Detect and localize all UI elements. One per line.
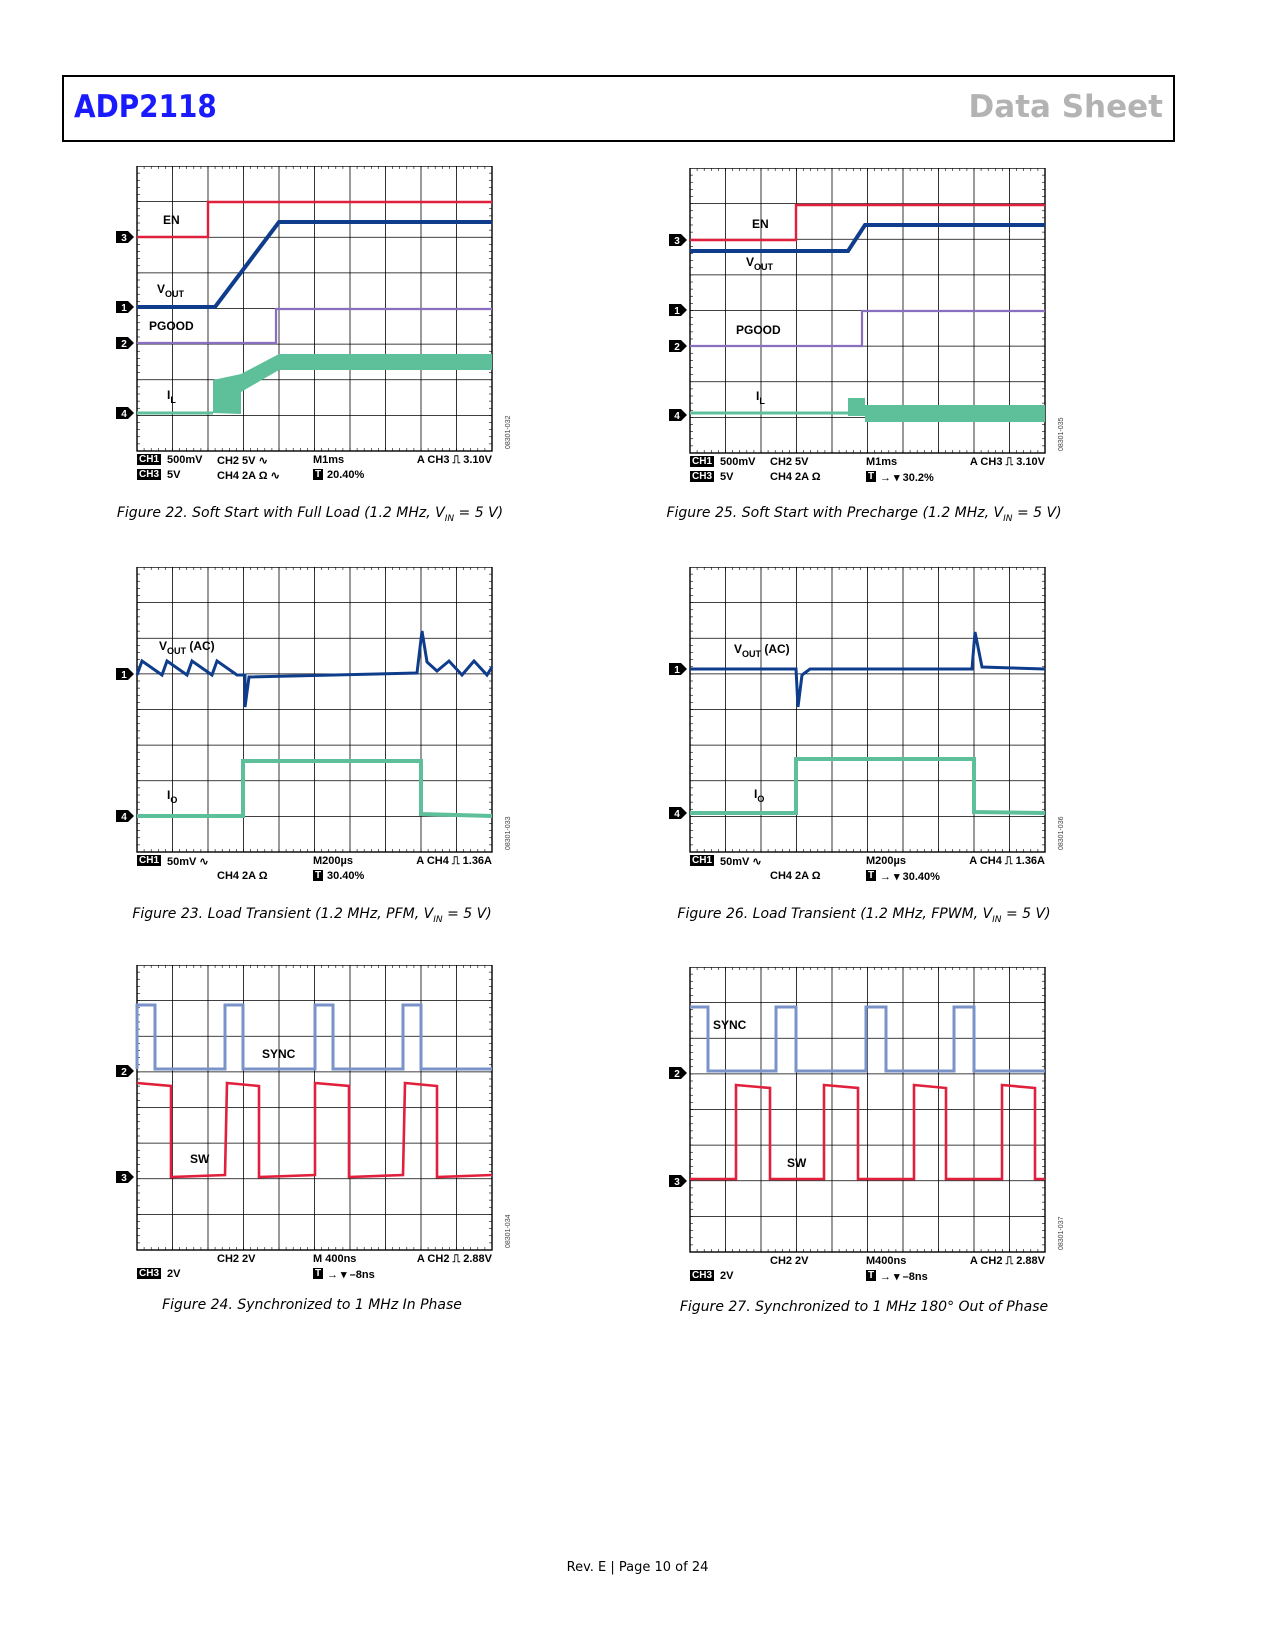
scope-figure-fig22 <box>112 166 517 491</box>
status-row2-3: T <box>868 471 875 482</box>
channel-marker-label: 3 <box>674 236 680 247</box>
status-row2-4: → ▾ 30.2% <box>880 472 934 484</box>
status-row2-3: T <box>315 1268 322 1279</box>
status-row2-0: CH3 <box>692 471 713 482</box>
status-row2-0: CH3 <box>692 1270 713 1281</box>
channel-marker-label: 4 <box>121 812 127 823</box>
status-row1-1: 50mV ∿ <box>720 856 762 868</box>
scope-status <box>690 1255 1045 1287</box>
page-footer: Rev. E | Page 10 of 24 <box>566 1560 709 1575</box>
status-row2-3: T <box>868 870 875 881</box>
channel-marker <box>669 409 687 422</box>
status-row1-4: A CH3 ⎍ 3.10V <box>416 454 492 466</box>
figure-caption: Figure 26. Load Transient (1.2 MHz, FPWM, $V_{IN} = 5$ V) <box>677 906 1051 925</box>
channel-marker-label: 2 <box>121 1067 127 1078</box>
channel-marker-label: 3 <box>674 1177 680 1188</box>
channel-marker <box>116 1171 134 1184</box>
status-row1-0: CH1 <box>692 855 713 866</box>
figure-code: 08301-032 <box>505 415 512 449</box>
channel-marker <box>116 337 134 350</box>
trace-label-sync: SYNC <box>713 1018 747 1032</box>
figure-caption: Figure 24. Synchronized to 1 MHz In Phase <box>162 1297 462 1313</box>
channel-marker-label: 1 <box>121 303 127 314</box>
scope-status <box>137 855 492 887</box>
status-row2-2: CH4 2A Ω <box>770 471 821 483</box>
channel-marker <box>669 1067 687 1080</box>
scope-screen <box>665 967 1070 1292</box>
trace-label-pgood: PGOOD <box>149 319 194 333</box>
channel-marker <box>669 663 687 676</box>
trace-label-sync: SYNC <box>262 1047 296 1061</box>
status-row1-3: M400ns <box>866 1255 907 1267</box>
figure-code: 08301-036 <box>1058 816 1065 850</box>
channel-marker <box>116 668 134 681</box>
scope-figure-fig24 <box>112 965 517 1290</box>
scope-screen <box>112 166 517 491</box>
trace-label-il: $I_L$ <box>756 389 765 406</box>
status-row1-2: CH2 2V <box>217 1253 256 1265</box>
status-row1-0: CH1 <box>139 855 160 866</box>
trace-label-en: EN <box>163 213 180 227</box>
channel-marker <box>669 807 687 820</box>
status-row2-2: CH4 2A Ω <box>770 870 821 882</box>
trace-label-il: $I_L$ <box>167 388 176 405</box>
status-row1-4: A CH2 ⎍ 2.88V <box>416 1253 492 1265</box>
status-row2-3: T <box>315 469 322 480</box>
status-row2-0: CH3 <box>139 1268 160 1279</box>
status-row1-3: M200µs <box>313 855 353 867</box>
status-row2-4: → ▾ 30.40% <box>880 871 940 883</box>
trace-label-sw: SW <box>190 1152 210 1166</box>
status-row2-3: T <box>315 870 322 881</box>
status-row1-0: CH1 <box>139 454 160 465</box>
status-row1-4: A CH4 ⎍ 1.36A <box>416 855 492 867</box>
status-row1-2: CH2 2V <box>770 1255 809 1267</box>
channel-marker-label: 1 <box>121 670 127 681</box>
status-row2-1: 2V <box>167 1268 181 1280</box>
status-row1-0: CH1 <box>692 456 713 467</box>
scope-figure-fig25 <box>665 168 1070 493</box>
page-header <box>62 75 1175 142</box>
channel-marker-label: 2 <box>674 342 680 353</box>
trace-label-vout: $V_{OUT}$ (AC) <box>734 642 790 659</box>
trace-label-vout: $V_{OUT}$ <box>746 255 774 272</box>
status-row2-2: CH4 2A Ω ∿ <box>217 470 280 482</box>
status-row2-3: T <box>868 1270 875 1281</box>
status-row1-3: M 400ns <box>313 1253 357 1265</box>
channel-marker <box>669 340 687 353</box>
status-row2-4: 30.40% <box>327 870 365 882</box>
scope-status <box>137 1253 492 1285</box>
scope-screen <box>112 567 517 892</box>
figure-code: 08301-034 <box>505 1214 512 1248</box>
channel-marker-label: 1 <box>674 665 680 676</box>
channel-marker-label: 4 <box>674 809 680 820</box>
status-row1-3: M1ms <box>866 456 898 468</box>
channel-marker <box>669 234 687 247</box>
channel-marker-label: 1 <box>674 306 680 317</box>
scope-figure-fig27 <box>665 967 1070 1292</box>
status-row1-3: M1ms <box>313 454 345 466</box>
scope-screen <box>665 567 1070 892</box>
status-row1-4: A CH2 ⎍ 2.88V <box>969 1255 1045 1267</box>
figure-caption: Figure 23. Load Transient (1.2 MHz, PFM, $V_{IN} = 5$ V) <box>132 906 492 925</box>
scope-status <box>690 456 1045 488</box>
channel-marker <box>116 1065 134 1078</box>
status-row1-3: M200µs <box>866 855 906 867</box>
status-row2-0: CH3 <box>139 469 160 480</box>
channel-marker <box>116 231 134 244</box>
scope-screen <box>112 965 517 1290</box>
channel-marker-label: 3 <box>121 233 127 244</box>
trace-label-vout: $V_{OUT}$ (AC) <box>159 639 215 656</box>
trace-label-sw: SW <box>787 1156 807 1170</box>
figure-code: 08301-037 <box>1058 1216 1065 1250</box>
channel-marker-label: 2 <box>674 1069 680 1080</box>
channel-marker-label: 2 <box>121 339 127 350</box>
status-row1-2: CH2 5V <box>770 456 809 468</box>
status-row1-4: A CH4 ⎍ 1.36A <box>969 855 1045 867</box>
status-row1-1: 500mV <box>720 456 756 468</box>
status-row1-4: A CH3 ⎍ 3.10V <box>969 456 1045 468</box>
status-row1-2: CH2 5V ∿ <box>217 455 268 467</box>
status-row2-4: → ▾ –8ns <box>880 1271 928 1283</box>
figure-caption: Figure 27. Synchronized to 1 MHz 180° Out of Phase <box>679 1299 1049 1315</box>
channel-marker <box>669 304 687 317</box>
scope-figure-fig26 <box>665 567 1070 892</box>
scope-status <box>137 454 492 486</box>
scope-figure-fig23 <box>112 567 517 892</box>
figure-code: 08301-033 <box>505 816 512 850</box>
status-row2-4: 20.40% <box>327 469 365 481</box>
trace-label-io: $I_O$ <box>754 787 765 804</box>
trace-label-vout: $V_{OUT}$ <box>157 282 185 299</box>
status-row1-1: 500mV <box>167 454 203 466</box>
figure-caption: Figure 22. Soft Start with Full Load (1.2 MHz, $V_{IN} = 5$ V) <box>116 505 504 524</box>
channel-marker <box>669 1175 687 1188</box>
status-row1-1: 50mV ∿ <box>167 856 209 868</box>
scope-screen <box>665 168 1070 493</box>
scope-status <box>690 855 1045 887</box>
channel-marker <box>116 810 134 823</box>
channel-marker-label: 4 <box>121 409 127 420</box>
status-row2-2: CH4 2A Ω <box>217 870 268 882</box>
trace-label-io: $I_O$ <box>167 788 178 805</box>
channel-marker-label: 4 <box>674 411 680 422</box>
figure-code: 08301-035 <box>1058 417 1065 451</box>
doc-type: Data Sheet <box>968 89 1163 125</box>
status-row2-4: → ▾ –8ns <box>327 1269 375 1281</box>
status-row2-1: 2V <box>720 1270 734 1282</box>
figure-caption: Figure 25. Soft Start with Precharge (1.2 MHz, $V_{IN} = 5$ V) <box>666 505 1062 524</box>
channel-marker-label: 3 <box>121 1173 127 1184</box>
status-row2-1: 5V <box>167 469 181 481</box>
channel-marker <box>116 301 134 314</box>
channel-marker <box>116 407 134 420</box>
trace-label-en: EN <box>752 217 769 231</box>
product-name: ADP2118 <box>74 89 217 125</box>
trace-label-pgood: PGOOD <box>736 323 781 337</box>
status-row2-1: 5V <box>720 471 734 483</box>
